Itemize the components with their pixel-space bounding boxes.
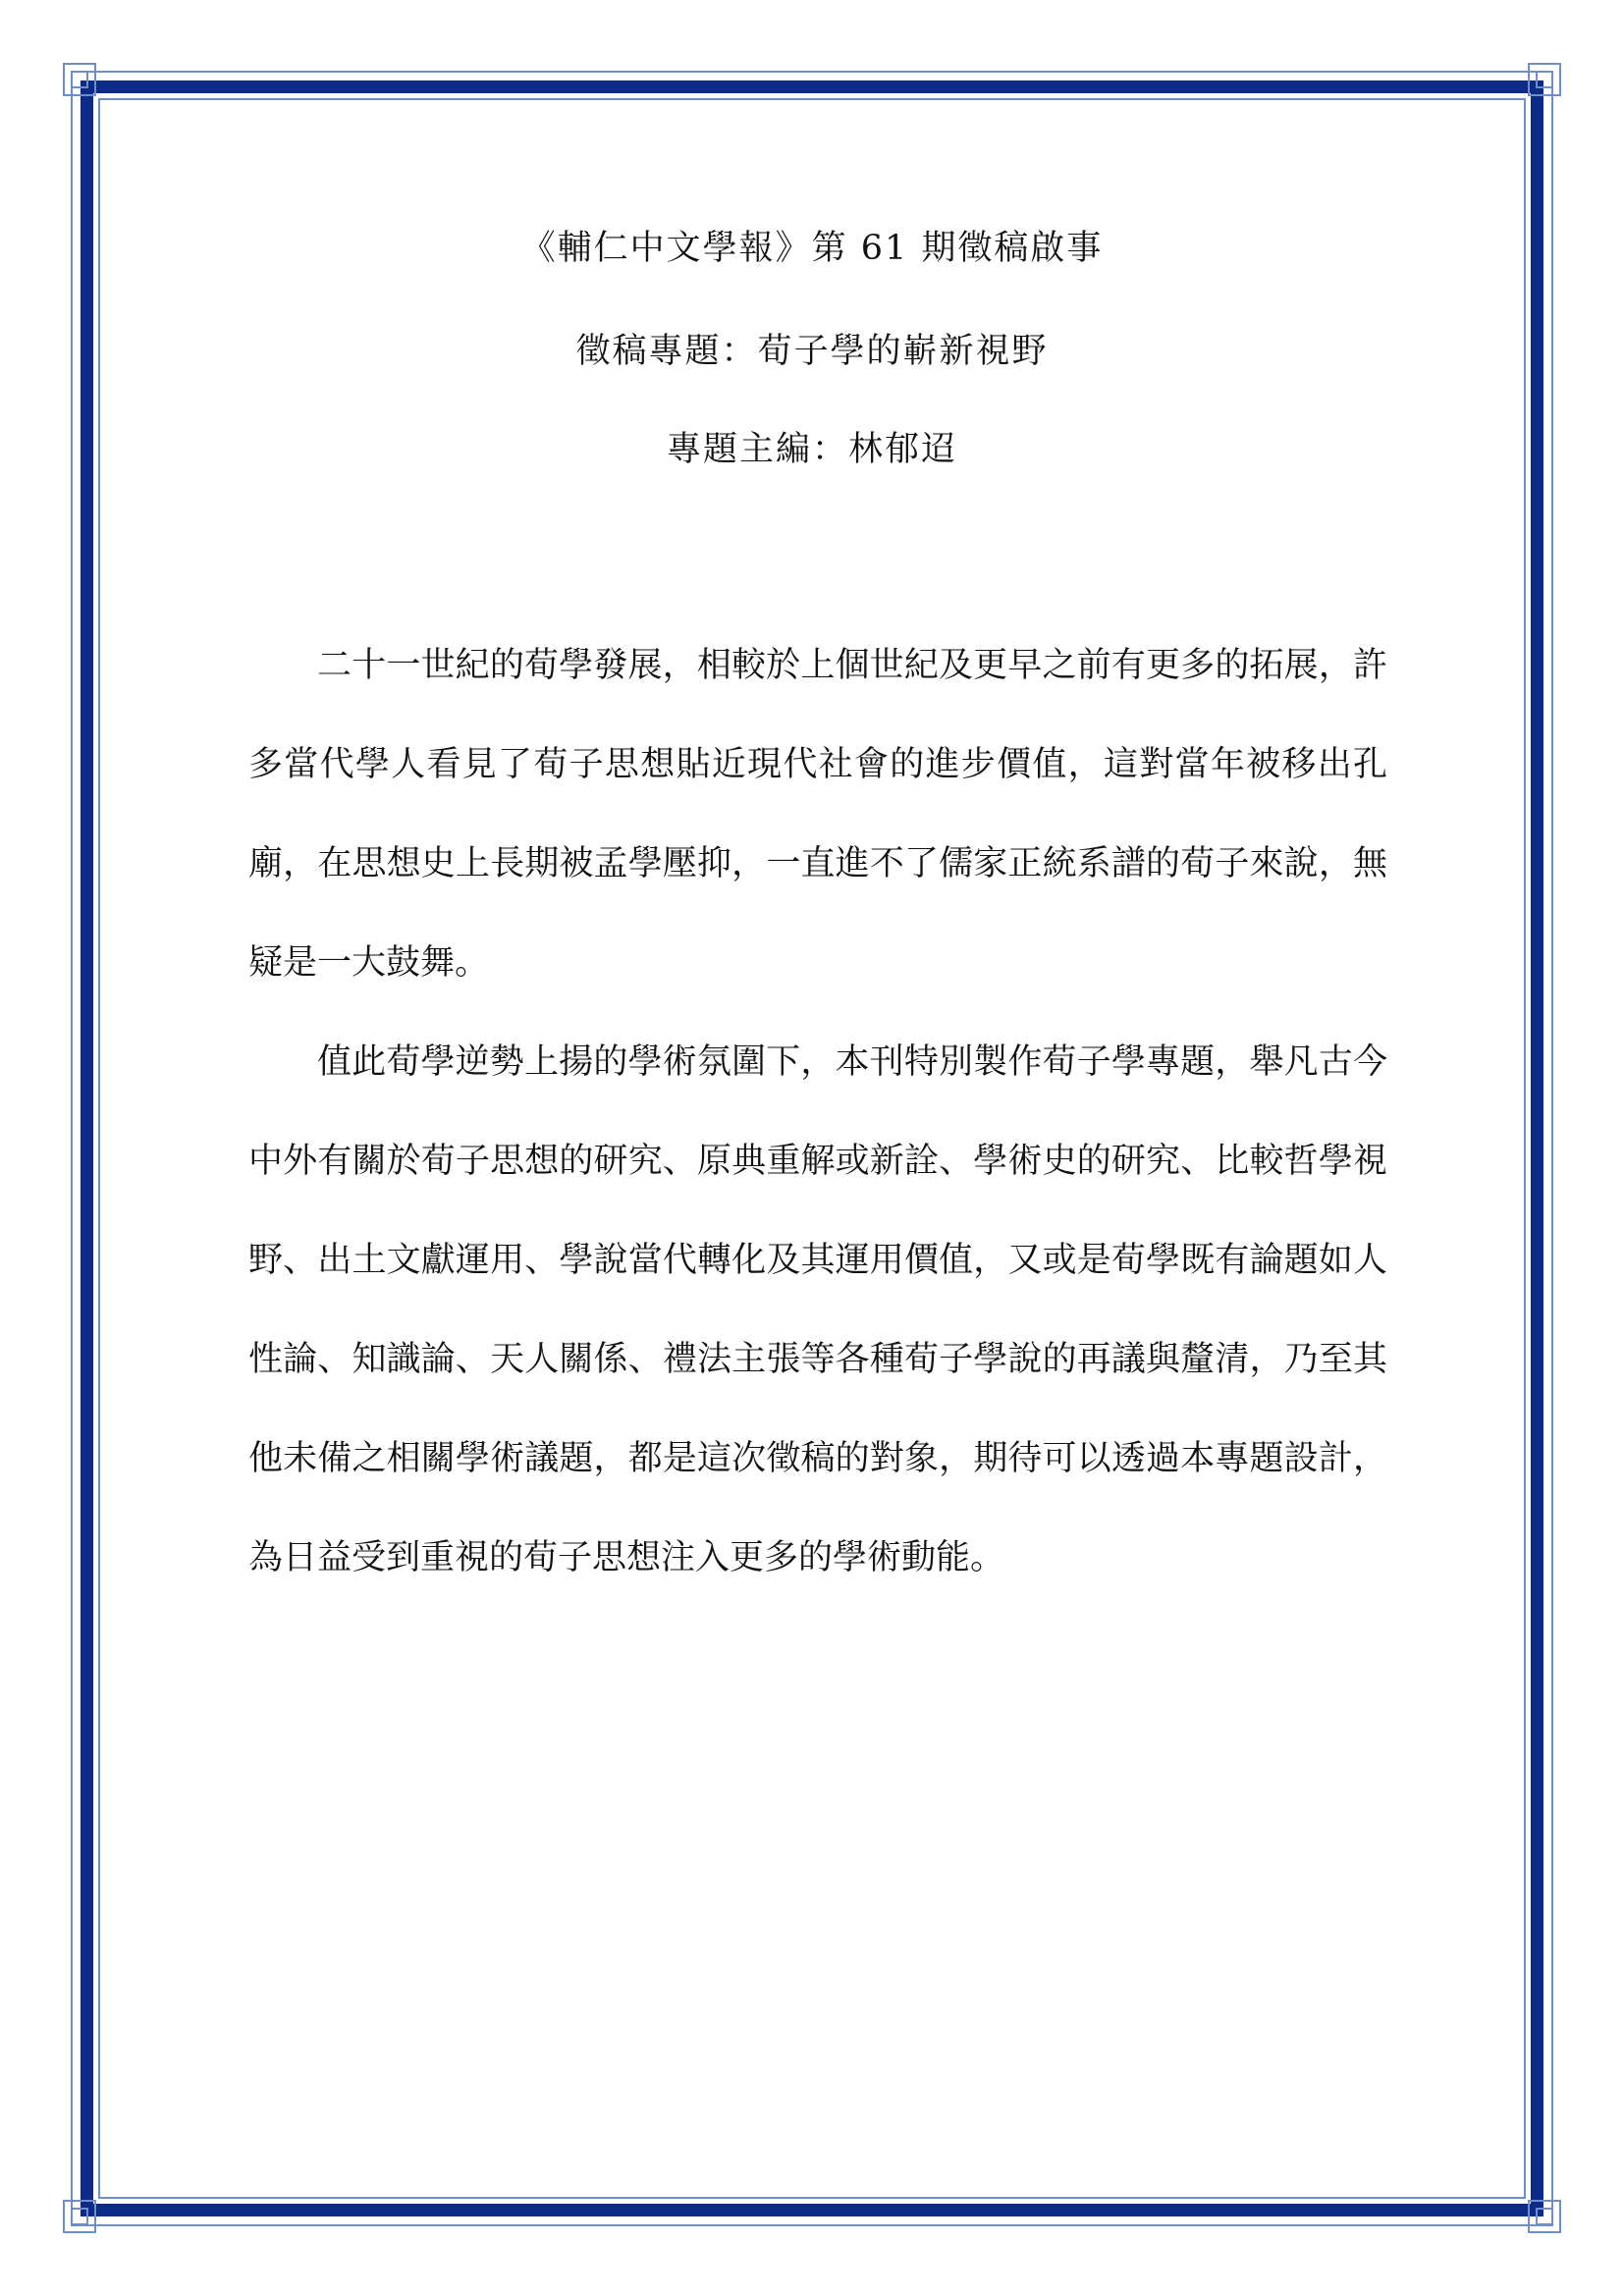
corner-ornament-top-left xyxy=(63,63,96,96)
corner-ornament-bottom-left xyxy=(63,2200,96,2233)
editor-heading: 專題主編：林郁迢 xyxy=(666,430,957,469)
paragraph-2: 值此荀學逆勢上揚的學術氛圍下，本刊特別製作荀子學專題，舉凡古今中外有關於荀子思想的研究、原典重解或新詮、學術史的研究、比較哲學視野、出土文獻運用、學說當代轉化及其運用價值，又或是荀學既有論題如人性論、知識論、天人關係、禮法主張等各種荀子學說的再議與釐清，乃至其他未備之相關學術議題，都是這次徵稿的對象，期待可以透過本專題設計，為日益受到重視的荀子思想注入更多的學術動能。 xyxy=(248,1042,1387,1577)
topic-heading: 徵稿專題：荀子學的嶄新視野 xyxy=(575,332,1049,371)
body-text xyxy=(248,616,1387,1608)
corner-ornament-top-right xyxy=(1528,63,1561,96)
paragraph-1: 二十一世紀的荀學發展，相較於上個世紀及更早之前有更多的拓展，許多當代學人看見了荀子思想貼近現代社會的進步價值，這對當年被移出孔廟，在思想史上長期被孟學壓抑，一直進不了儒家正統系譜的荀子來說，無疑是一大鼓舞。 xyxy=(248,646,1387,983)
corner-ornament-bottom-right xyxy=(1528,2200,1561,2233)
document-title: 《輔仁中文學報》第 61 期徵稿啟事 xyxy=(520,229,1104,268)
